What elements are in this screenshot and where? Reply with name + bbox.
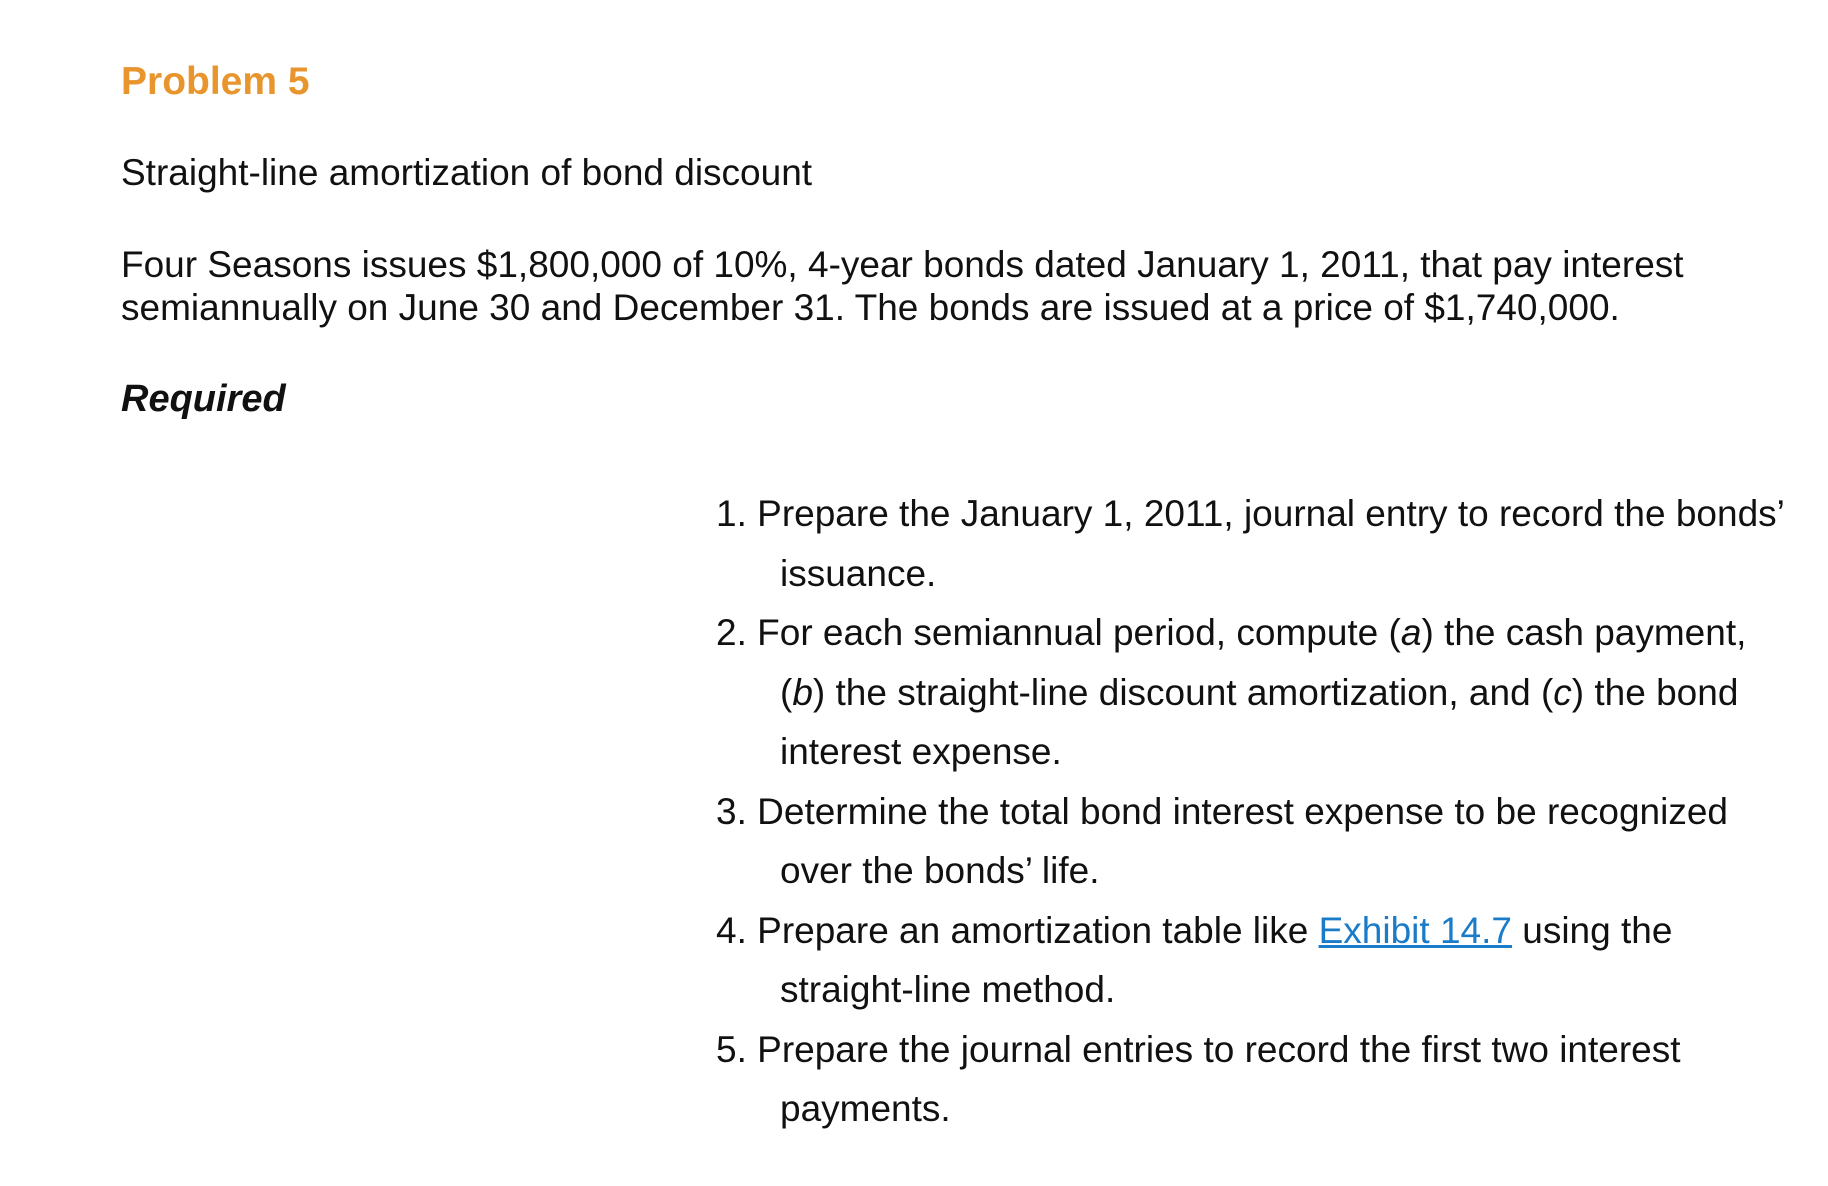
requirement-text: Prepare the January 1, 2011, journal entry to record the bonds’ issuance. [757,493,1784,594]
requirement-part-letter: a [1400,612,1422,653]
requirement-item-3 [716,782,1796,901]
requirement-text-part: ) the cash payment, ( [780,612,1747,713]
requirement-text-part: Prepare an amortization table like [757,909,1319,951]
exhibit-link[interactable]: Exhibit 14.7 [1318,909,1512,951]
requirement-item-5 [716,1020,1796,1139]
requirement-number: 1. [716,493,747,534]
required-heading: Required [121,378,286,420]
requirement-part-letter: b [792,671,813,713]
requirement-text-part: using the straight-line method. [780,909,1673,1010]
problem-subtitle: Straight-line amortization of bond discount [121,152,813,193]
requirement-number: 2. [716,612,747,653]
requirement-text-part: For each semiannual period, compute ( [757,612,1401,653]
requirement-number: 3. [716,790,747,832]
problem-description: Four Seasons issues $1,800,000 of 10%, 4-year bonds dated January 1, 2011, that pay interest semiannually on June 30 and December 31. The bonds are issued at a price of $1,740,000. [121,244,1684,328]
requirement-number: 4. [716,909,747,951]
problem-title: Problem 5 [121,60,310,103]
requirement-text: Determine the total bond interest expense to be recognized over the bonds’ life. [757,790,1728,891]
requirement-item-2 [716,603,1796,782]
requirement-part-letter: c [1553,671,1572,713]
requirement-text: Prepare the journal entries to record the first two interest payments. [757,1028,1681,1129]
requirement-item-1 [716,484,1796,603]
requirement-number: 5. [716,1028,747,1070]
requirements-list [716,484,1796,1139]
requirement-text-part: ) the straight-line discount amortization, and ( [812,671,1554,713]
requirement-text-part: ) the bond interest expense. [780,671,1739,772]
requirement-item-4 [716,901,1796,1020]
